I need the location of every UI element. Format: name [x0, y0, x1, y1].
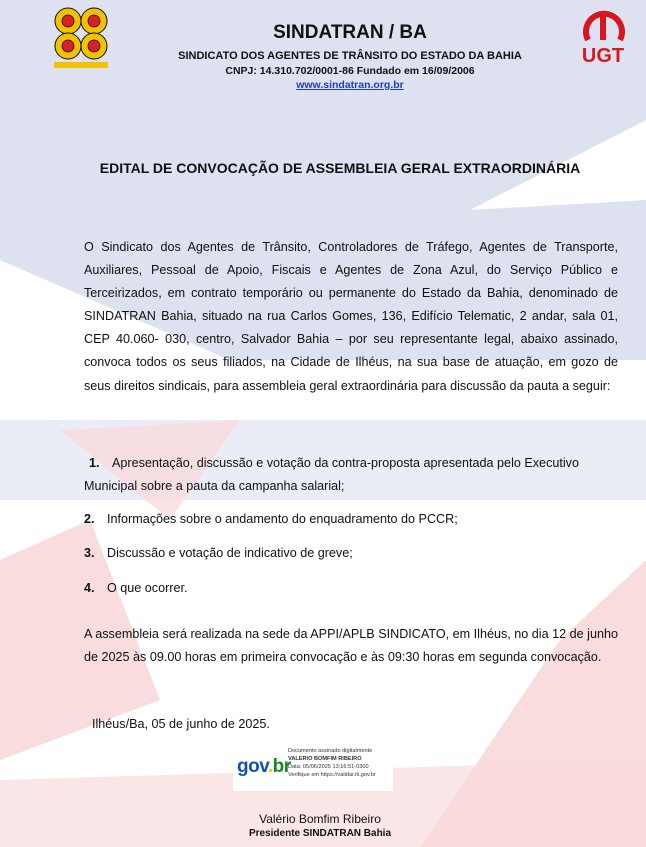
agenda-item-4 — [84, 577, 618, 600]
agenda-text: O que ocorrer. — [107, 581, 188, 595]
closing-paragraph: A assembleia será realizada na sede da APPI/APLB SINDICATO, em Ilhéus, no dia 12 de junho de 2025 às 09.00 horas em primeira convocação e às 09:30 horas em segunda convocação. — [84, 627, 618, 664]
agenda-number: 2. — [84, 512, 95, 526]
agenda-text: Apresentação, discussão e votação da contra-proposta apresentada pelo Executivo Municipal sobre a pauta da campanha salarial; — [84, 456, 579, 493]
agenda-number: 1. — [89, 456, 100, 470]
city-date: Ilhéus/Ba, 05 de junho de 2025. — [92, 717, 270, 731]
digital-signature-stamp — [233, 743, 393, 791]
ugt-logo-text: UGT — [581, 45, 625, 67]
agenda-item-1 — [84, 452, 618, 498]
signer-role: Presidente SINDATRAN Bahia — [248, 828, 392, 839]
website-link[interactable]: www.sindatran.org.br — [296, 79, 404, 91]
signer-name: Valério Bomfim Ribeiro — [259, 812, 381, 826]
gov-br-logo: gov.br — [237, 756, 291, 777]
signature-date: Data: 05/06/2025 13:16:51-0300 — [288, 764, 369, 770]
ugt-logo-icon — [570, 6, 636, 68]
agenda-number: 4. — [84, 581, 95, 595]
agenda-item-3 — [84, 542, 618, 565]
agenda-item-2 — [84, 508, 618, 531]
signature-signer: VALERIO BOMFIM RIBEIRO — [288, 756, 362, 762]
agenda-number: 3. — [84, 546, 95, 560]
agenda-text: Discussão e votação de indicativo de greve; — [107, 546, 353, 560]
signature-caption: Documento assinado digitalmente — [288, 748, 373, 754]
organization-full-name: SINDICATO DOS AGENTES DE TRÂNSITO DO ESTADO DA BAHIA — [178, 50, 522, 62]
signature-verify-link[interactable]: Verifique em https://validar.iti.gov.br — [288, 772, 376, 778]
sindatran-gear-logo-icon — [50, 4, 112, 70]
organization-name: SINDATRAN / BA — [273, 22, 427, 43]
cnpj-line: CNPJ: 14.310.702/0001-86 Fundado em 16/09/2006 — [225, 65, 475, 77]
agenda-text: Informações sobre o andamento do enquadramento do PCCR; — [107, 512, 458, 526]
document-title: EDITAL DE CONVOCAÇÃO DE ASSEMBLEIA GERAL EXTRAORDINÁRIA — [99, 160, 581, 176]
intro-paragraph: O Sindicato dos Agentes de Trânsito, Controladores de Tráfego, Agentes de Transporte, Auxiliares, Pessoal de Apoio, Fiscais e Agentes de Zona Azul, do Serviço Público e Terceirizados, em contrato temporário ou permanente do Estado da Bahia, denominado de SINDATRAN Bahia, situado na rua Carlos Gomes, 136, Edifício Telematic, 2 andar, sala 01, CEP 40.060- 030, centro, Salvador Bahia – por seu representante legal, abaixo assinado, convoca todos os seus filiados, na Cidade de Ilhéus, na sua base de atuação, em gozo de seus direitos sindicais, para assembleia geral extraordinária para discussão da pauta a seguir: — [84, 240, 618, 393]
